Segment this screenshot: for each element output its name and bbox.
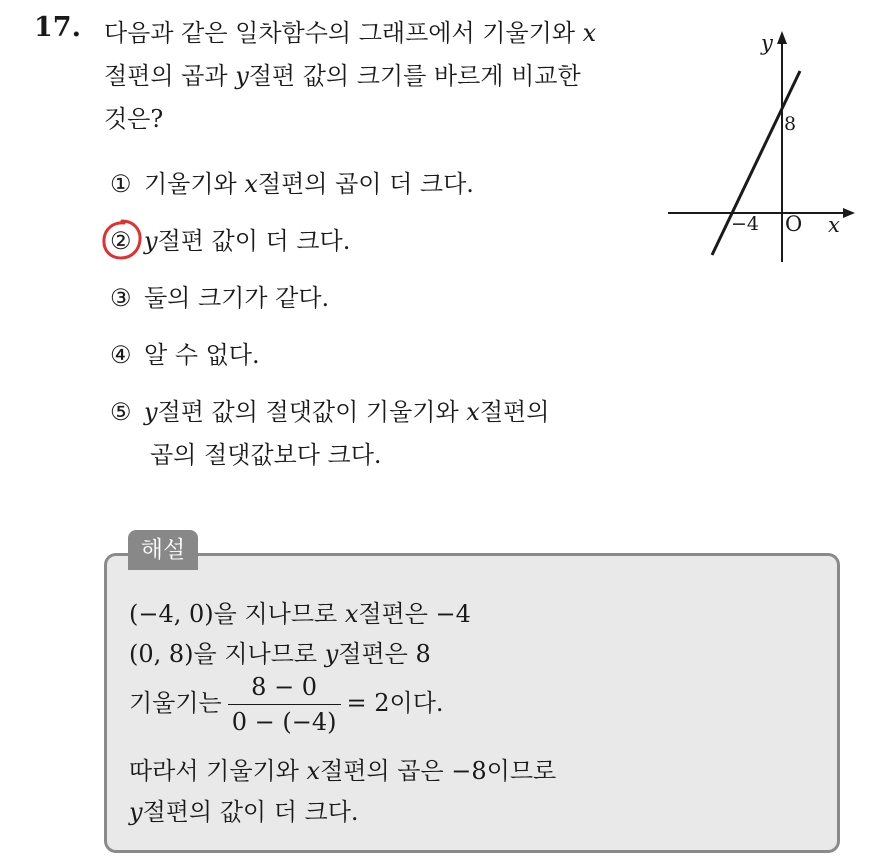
slope-fraction bbox=[228, 673, 341, 736]
solution-line-5 bbox=[129, 792, 359, 827]
solution-line-3 bbox=[129, 673, 444, 736]
solution-box bbox=[104, 553, 840, 853]
option-1[interactable] bbox=[110, 164, 474, 199]
solution-line-3-text-c: 이다. bbox=[389, 689, 444, 717]
question-text bbox=[104, 12, 644, 141]
option-1-post: 절편의 곱이 더 크다. bbox=[257, 170, 474, 198]
solution-line-4 bbox=[129, 751, 556, 786]
option-4[interactable] bbox=[110, 335, 260, 370]
solution-line-3-text-a: 기울기는 bbox=[129, 689, 222, 717]
option-3-marker: ③ bbox=[110, 284, 132, 312]
var-x: x bbox=[582, 19, 597, 47]
answer-circle-mark bbox=[100, 218, 144, 262]
solution-line-2-math: (0, 8) bbox=[129, 640, 194, 668]
solution-line-4-text-b: 절편의 곱은 −8이므로 bbox=[320, 757, 557, 785]
option-5-marker: ⑤ bbox=[110, 398, 132, 426]
solution-line-2-var: y bbox=[324, 640, 339, 668]
option-4-marker: ④ bbox=[110, 341, 132, 369]
y-intercept-label: 8 bbox=[784, 113, 797, 135]
option-2-var: y bbox=[144, 227, 158, 255]
solution-tab: 해설 bbox=[128, 530, 198, 570]
y-axis-arrow bbox=[777, 31, 787, 44]
solution-line-5-text-b: 절편의 값이 더 크다. bbox=[142, 798, 359, 826]
solution-line-2-text-a: 을 지나므로 bbox=[193, 640, 325, 668]
option-4-pre: 알 수 없다. bbox=[144, 341, 260, 369]
option-5-post2: 절편의 bbox=[479, 398, 550, 426]
x-intercept-label: −4 bbox=[731, 213, 760, 235]
question-line-2-text-b: 절편 값의 크기를 바르게 비교한 bbox=[248, 62, 581, 90]
option-1-var: x bbox=[244, 170, 258, 198]
origin-label: O bbox=[785, 212, 803, 236]
solution-line-4-var: x bbox=[306, 757, 321, 785]
x-axis-label: x bbox=[828, 213, 840, 237]
option-3-pre: 둘의 크기가 같다. bbox=[144, 284, 330, 312]
slope-numerator: 8 − 0 bbox=[228, 673, 341, 705]
option-5-post: 절편 값의 절댓값이 기울기와 bbox=[157, 398, 467, 426]
question-line-1-text: 다음과 같은 일차함수의 그래프에서 기울기와 bbox=[104, 19, 583, 47]
question-number: 17. bbox=[34, 12, 81, 43]
solution-line-2 bbox=[129, 634, 431, 669]
option-2-marker: ② bbox=[110, 227, 132, 255]
option-5[interactable] bbox=[110, 392, 550, 469]
solution-line-1-math: (−4, 0) bbox=[129, 600, 214, 628]
var-y: y bbox=[235, 62, 249, 90]
solution-line-4-text-a: 따라서 기울기와 bbox=[129, 757, 307, 785]
x-axis-arrow bbox=[843, 208, 855, 218]
solution-line-1-text-b: 절편은 −4 bbox=[358, 600, 471, 628]
option-1-marker: ① bbox=[110, 170, 132, 198]
option-5-var: y bbox=[144, 398, 158, 426]
option-2[interactable] bbox=[110, 221, 350, 256]
question-line-2-text-a: 절편의 곱과 bbox=[104, 62, 236, 90]
solution-line-3-result: = 2 bbox=[346, 689, 390, 717]
question-line-2 bbox=[104, 55, 644, 98]
option-5-var2: x bbox=[466, 398, 480, 426]
function-graph bbox=[665, 26, 860, 266]
option-5-continuation: 곱의 절댓값보다 크다. bbox=[150, 441, 382, 469]
solution-line-2-text-b: 절편은 8 bbox=[338, 640, 431, 668]
question-line-3: 것은? bbox=[104, 105, 164, 133]
option-3[interactable] bbox=[110, 278, 329, 313]
slope-denominator: 0 − (−4) bbox=[231, 708, 337, 736]
solution-line-1-var: x bbox=[344, 600, 359, 628]
solution-line-5-var: y bbox=[129, 798, 143, 826]
question-line-1 bbox=[104, 12, 644, 55]
solution-line-1-text-a: 을 지나므로 bbox=[213, 600, 345, 628]
y-axis-label: y bbox=[761, 31, 773, 55]
option-2-post: 절편 값이 더 크다. bbox=[157, 227, 351, 255]
solution-line-1 bbox=[129, 594, 471, 629]
option-1-pre: 기울기와 bbox=[144, 170, 245, 198]
